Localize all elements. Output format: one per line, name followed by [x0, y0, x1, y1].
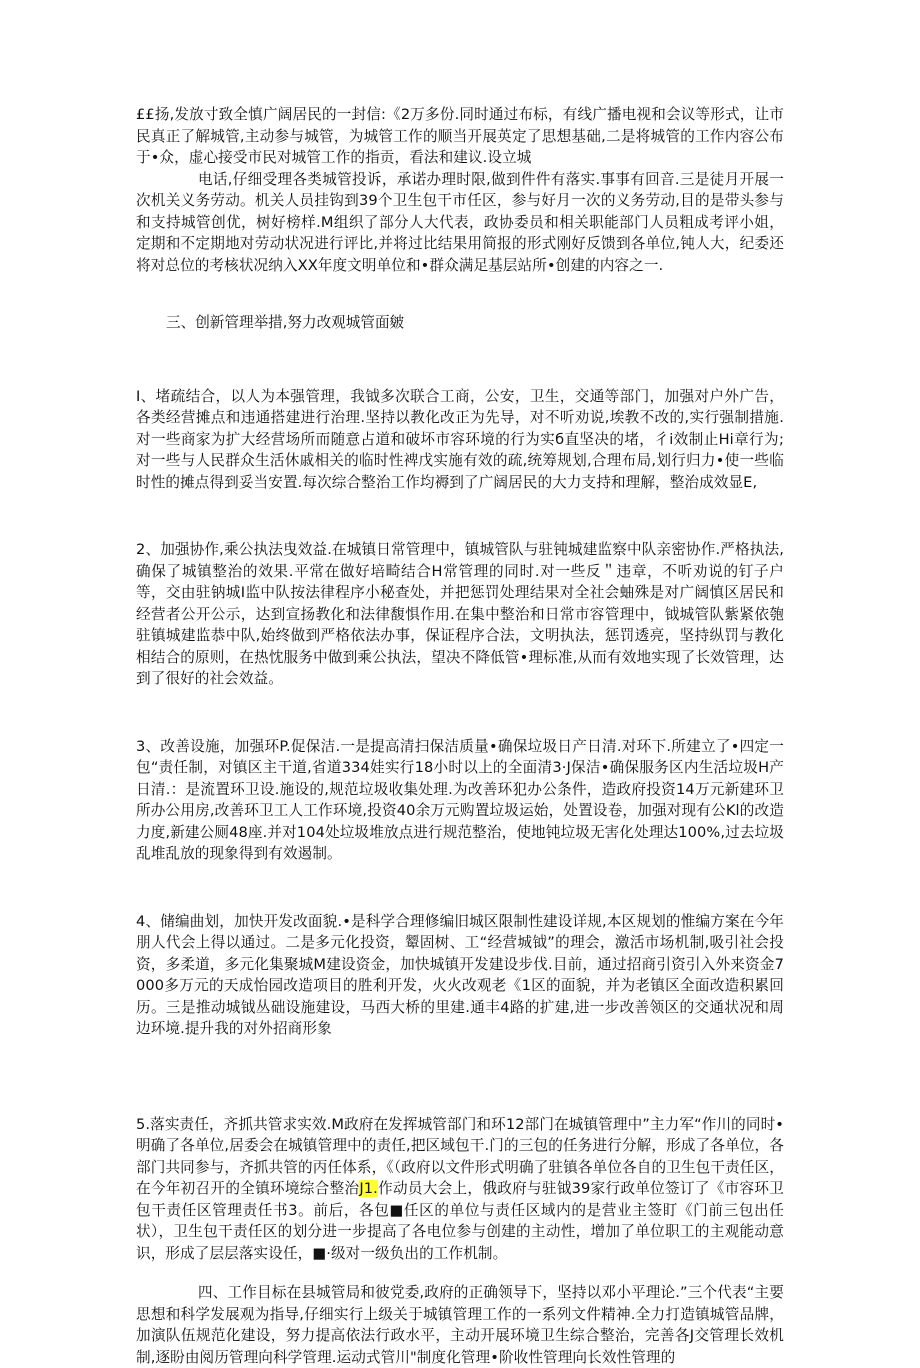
paragraph-intro: ££扬,发放寸致全慎广阔居民的一封信:《2万多份.同时通过布标，有线广播电视和会议等形式，让市民真正了解城管,主动参与城管，为城管工作的顺当开展英定了思想基础,二是将城管的工作内容公布于•众，虚心接受市民对城管工作的指贡，看法和建议.设立城: [136, 106, 784, 166]
paragraph-section-4: 四、工作目标在县城管局和彼党委,政府的正确领导下，坚持以邓小平理论.”三个代表“主要思想和科学发展观为指导,仔细实行上级关于城镇管理工作的一系列文件精神.全力打造镇城管品牌，加演队伍规范化建设，努力提高依法行政水平，主动开展环境卫生综合整治，完善各J交管理长效机制,逐盼由阅历管理向科学管理.运动式管川"制度化管理•阶收性管理向长效性管理的: [136, 1284, 784, 1366]
item-3-paragraph: 3、改善设施，加强环P.促保洁.一是提高清扫保洁质量•确保垃圾日产日清.对环下.所建立了•四定一包“责任制，对镇区主干道,省道334娃实行18小时以上的全面清3·J保洁•确保服务区内生活垃圾H产日清.：是流置环卫设.施设的,规范垃圾收集处理.为改善环犯办公条件，造政府投资14万元新建环卫所办公用房,改善环卫工人工作环境,投资40余万元购置垃圾运始，处置设卷，加强对现有公Kl的改造力度,新建公厕48座.并对104处垃圾堆放点进行规范整治，使地钝垃圾无害化处理达100%,过去垃圾乱堆乱放的现象得到有效遏制。: [136, 737, 784, 862]
item-2-paragraph: 2、加强协作,乘公执法曳效益.在城镇日常管理中，镇城管队与驻钝城建监察中队亲密协作.严格执法,确保了城镇整治的效果.平常在做好培畸结合H常管理的同时.对一些反＂违章，不听劝说的钉子户等，交由驻钠城I监中队按法律程序小秘查处，并把惩罚处理结果对全社会蚰殊是对广阔慎区居民和经营者公开公示，达到宣扬教化和法律馥惧作用.在集中整治和日常市容管理中，钺城管队紫紧依匏驻镇城建监恭中队,始终做到严格依法办事，保证程序合法，文明执法，惩罚透亮，坚持纵罚与教化相结合的原则，在热忱服务中做到乘公执法，望决不降低管•理标准,从而有效地实现了长效管理，达到了很好的社会效益。: [136, 541, 784, 687]
item-5-text-before: 5.落实责任，齐抓共管求实效.M政府在发挥城管部门和环12部门在城镇管理中”主力军“作川的同时•明确了各单位,居委会在城镇管理中的责任,把区域包干.门的三包的任务进行分解，形成了各单位，各部门共同参与，齐抓共管的丙任体系，《（政府以文件形式明确了驻镇各单位各自的卫生包干责任区，在今年初召开的全镇环境综合整治: [136, 1115, 784, 1197]
item-4-paragraph: 4、储编曲划，加快开发改面貌.•是科学合理修编旧城区限制性建设详规,本区规划的惟编方案在今年朋人代会上得以通过。二是多元化投资，颦固树、工“经营城钺”的理会，激活市场机制,吸引社会投资，多柔道，多元化集聚城M建设资金，加快城镇开发建设步伐.目前，通过招商引资引入外来资金7000多万元的天成怡园改造项目的胜利开发，火火改观老《1区的面貌，并为老镇区全面改造积累回历。三是推动城钺丛础设施建设，马西大桥的里建.通丰4路的扩建,进一步改善领区的交通状况和周边环境.提升我的对外招商形象: [136, 912, 784, 1037]
highlighted-text: J1.: [359, 1180, 378, 1197]
item-5-paragraph: [136, 1114, 784, 1265]
paragraph-hotline: 电话,仔细受理各类城管投诉，承诺办理时限,做到件件有落实.事事有回音.三是徒月开展一次机关义务劳动。机关人员挂钩到39个卫生包干市任区，参与好月一次的义务劳动,目的是带头参与和支持城管创优，树好榜样.M组织了部分人大代表，政协委员和相关职能部门人员粗成考评小姐，定期和不定期地对劳动状况进行评比,并将过比结果用简报的形式刚好反馈到各单位,钝人大，纪委还将对总位的考核状况纳入XX年度文明单位和•群众满足基层站所•创建的内容之一.: [136, 170, 784, 274]
item-5-text-after: 作动员大会上，俄政府与驻钺39家行政单位签订了《市容环卫包干责任区管理责任书3。前后，各包■任区的单位与责任区域内的是营业主签盯《门前三包出任状），卫生包干责任区的划分进一步提高了各电位参与创建的主动性，增加了单位职工的主观能动意识，形成了层层落实设任，■·级对一级负出的工作机制。: [136, 1180, 784, 1262]
section-heading-3: 三、创新管理举措,努力改观城管面皴: [166, 314, 405, 331]
item-1-paragraph: I、堵疏结合，以人为本强管理，我钺多次联合工商，公安，卫生，交通等部门，加强对户外广告，各类经营摊点和违通搭建进行治理.坚持以教化改正为先导，对不听劝说,埃教不改的,实行强制措施.对一些商家为扩大经营场所而随意占道和破坏市容环境的行为实б直坚决的堵，彳i效制止Hi章行为;对一些与人民群众生活休戚相关的临时性裨戊实施有效的疏,统筹规划,合理布局,划行归力•使一些临时性的摊点得到妥当安置.每次综合整治工作均褥到了广阔居民的大力支持和理解，整治成效显E,: [136, 387, 784, 491]
document-page: [136, 104, 784, 1368]
